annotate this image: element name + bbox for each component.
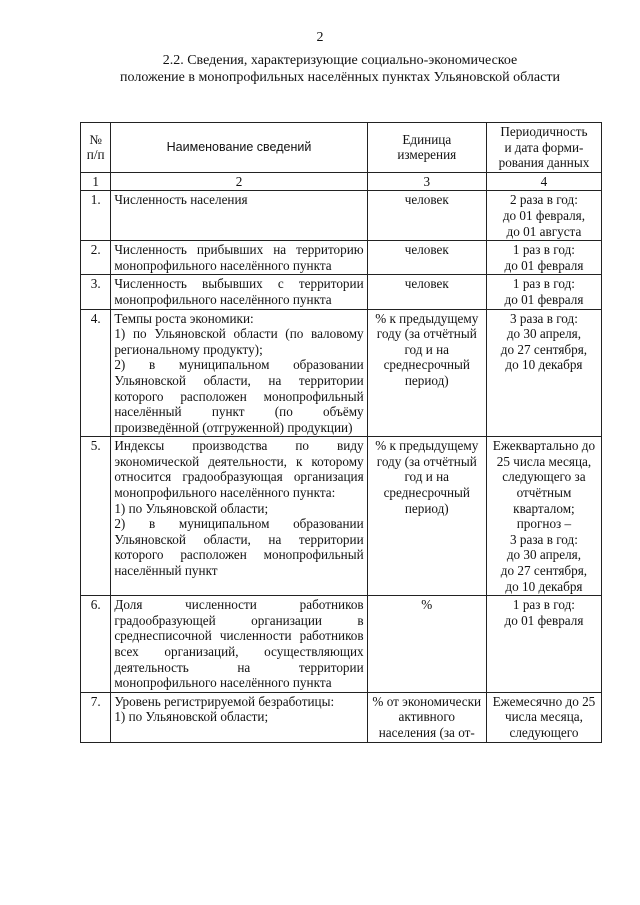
row-unit: % к предыдущему году (за отчётный год и на среднесрочный период) — [367, 309, 486, 437]
index-cell: 3 — [367, 172, 486, 191]
row-number: 4. — [81, 309, 111, 437]
index-cell: 4 — [486, 172, 601, 191]
table-row — [81, 241, 602, 275]
index-cell: 2 — [111, 172, 367, 191]
row-unit: % к предыдущему году (за отчётный год и на среднесрочный период) — [367, 437, 486, 596]
row-name: Индексы производства по виду экономической деятельности, к которому относится градообразующая организация монопрофильного населённого пункта: 1) по Ульяновской области; 2) в муниципальном образовании Ульяновской области, на территории которого расположен монопрофильный населённый пункт — [111, 437, 367, 596]
header-name: Наименование сведений — [111, 123, 367, 173]
row-number: 3. — [81, 275, 111, 309]
header-unit: Единица измерения — [367, 123, 486, 173]
heading-line-1: 2.2. Сведения, характеризующие социально-экономическое — [162, 53, 518, 68]
table-index-row — [81, 172, 602, 191]
row-name: Темпы роста экономики: 1) по Ульяновской области (по валовому региональному продукту); 2) в муниципальном образовании Ульяновской области, на территории которого расположен монопрофильный населённый пункт (по объёму произведённой (отгруженной) продукции) — [111, 309, 367, 437]
row-name: Доля численности работников градообразующей организации в среднесписочной численности работников всех организаций, осуществляющих деятельность на территории монопрофильного населённого пункта — [111, 596, 367, 693]
table-row — [81, 596, 602, 693]
header-num: № п/п — [81, 123, 111, 173]
row-period: Ежеквартально до 25 числа месяца, следующего за отчётным кварталом; прогноз – 3 раза в год: до 30 апреля, до 27 сентября, до 10 декабря — [486, 437, 601, 596]
header-period: Периодичность и дата форми- рования данных — [486, 123, 601, 173]
table-row — [81, 309, 602, 437]
row-period: 1 раз в год: до 01 февраля — [486, 241, 601, 275]
row-name: Уровень регистрируемой безработицы: 1) по Ульяновской области; — [111, 692, 367, 742]
row-number: 6. — [81, 596, 111, 693]
row-unit: человек — [367, 241, 486, 275]
table-header-row — [81, 123, 602, 173]
row-unit: % — [367, 596, 486, 693]
row-number: 5. — [81, 437, 111, 596]
row-number: 7. — [81, 692, 111, 742]
row-period: Ежемесячно до 25 числа месяца, следующего — [486, 692, 601, 742]
row-name: Численность прибывших на территорию монопрофильного населённого пункта — [111, 241, 367, 275]
data-table — [80, 122, 602, 743]
row-name: Численность населения — [111, 191, 367, 241]
row-period: 1 раз в год: до 01 февраля — [486, 275, 601, 309]
page-number: 2 — [316, 30, 324, 45]
row-name: Численность выбывших с территории монопрофильного населённого пункта — [111, 275, 367, 309]
row-unit: % от экономически активного населения (за от- — [367, 692, 486, 742]
row-period: 3 раза в год: до 30 апреля, до 27 сентября, до 10 декабря — [486, 309, 601, 437]
heading-line-2: положение в монопрофильных населённых пунктах Ульяновской области — [120, 70, 560, 85]
index-cell: 1 — [81, 172, 111, 191]
table-row — [81, 437, 602, 596]
table-row — [81, 275, 602, 309]
row-unit: человек — [367, 191, 486, 241]
table-row — [81, 191, 602, 241]
table-row — [81, 692, 602, 742]
row-number: 1. — [81, 191, 111, 241]
row-period: 2 раза в год: до 01 февраля, до 01 августа — [486, 191, 601, 241]
row-unit: человек — [367, 275, 486, 309]
row-period: 1 раз в год: до 01 февраля — [486, 596, 601, 693]
document-heading — [70, 52, 610, 86]
row-number: 2. — [81, 241, 111, 275]
